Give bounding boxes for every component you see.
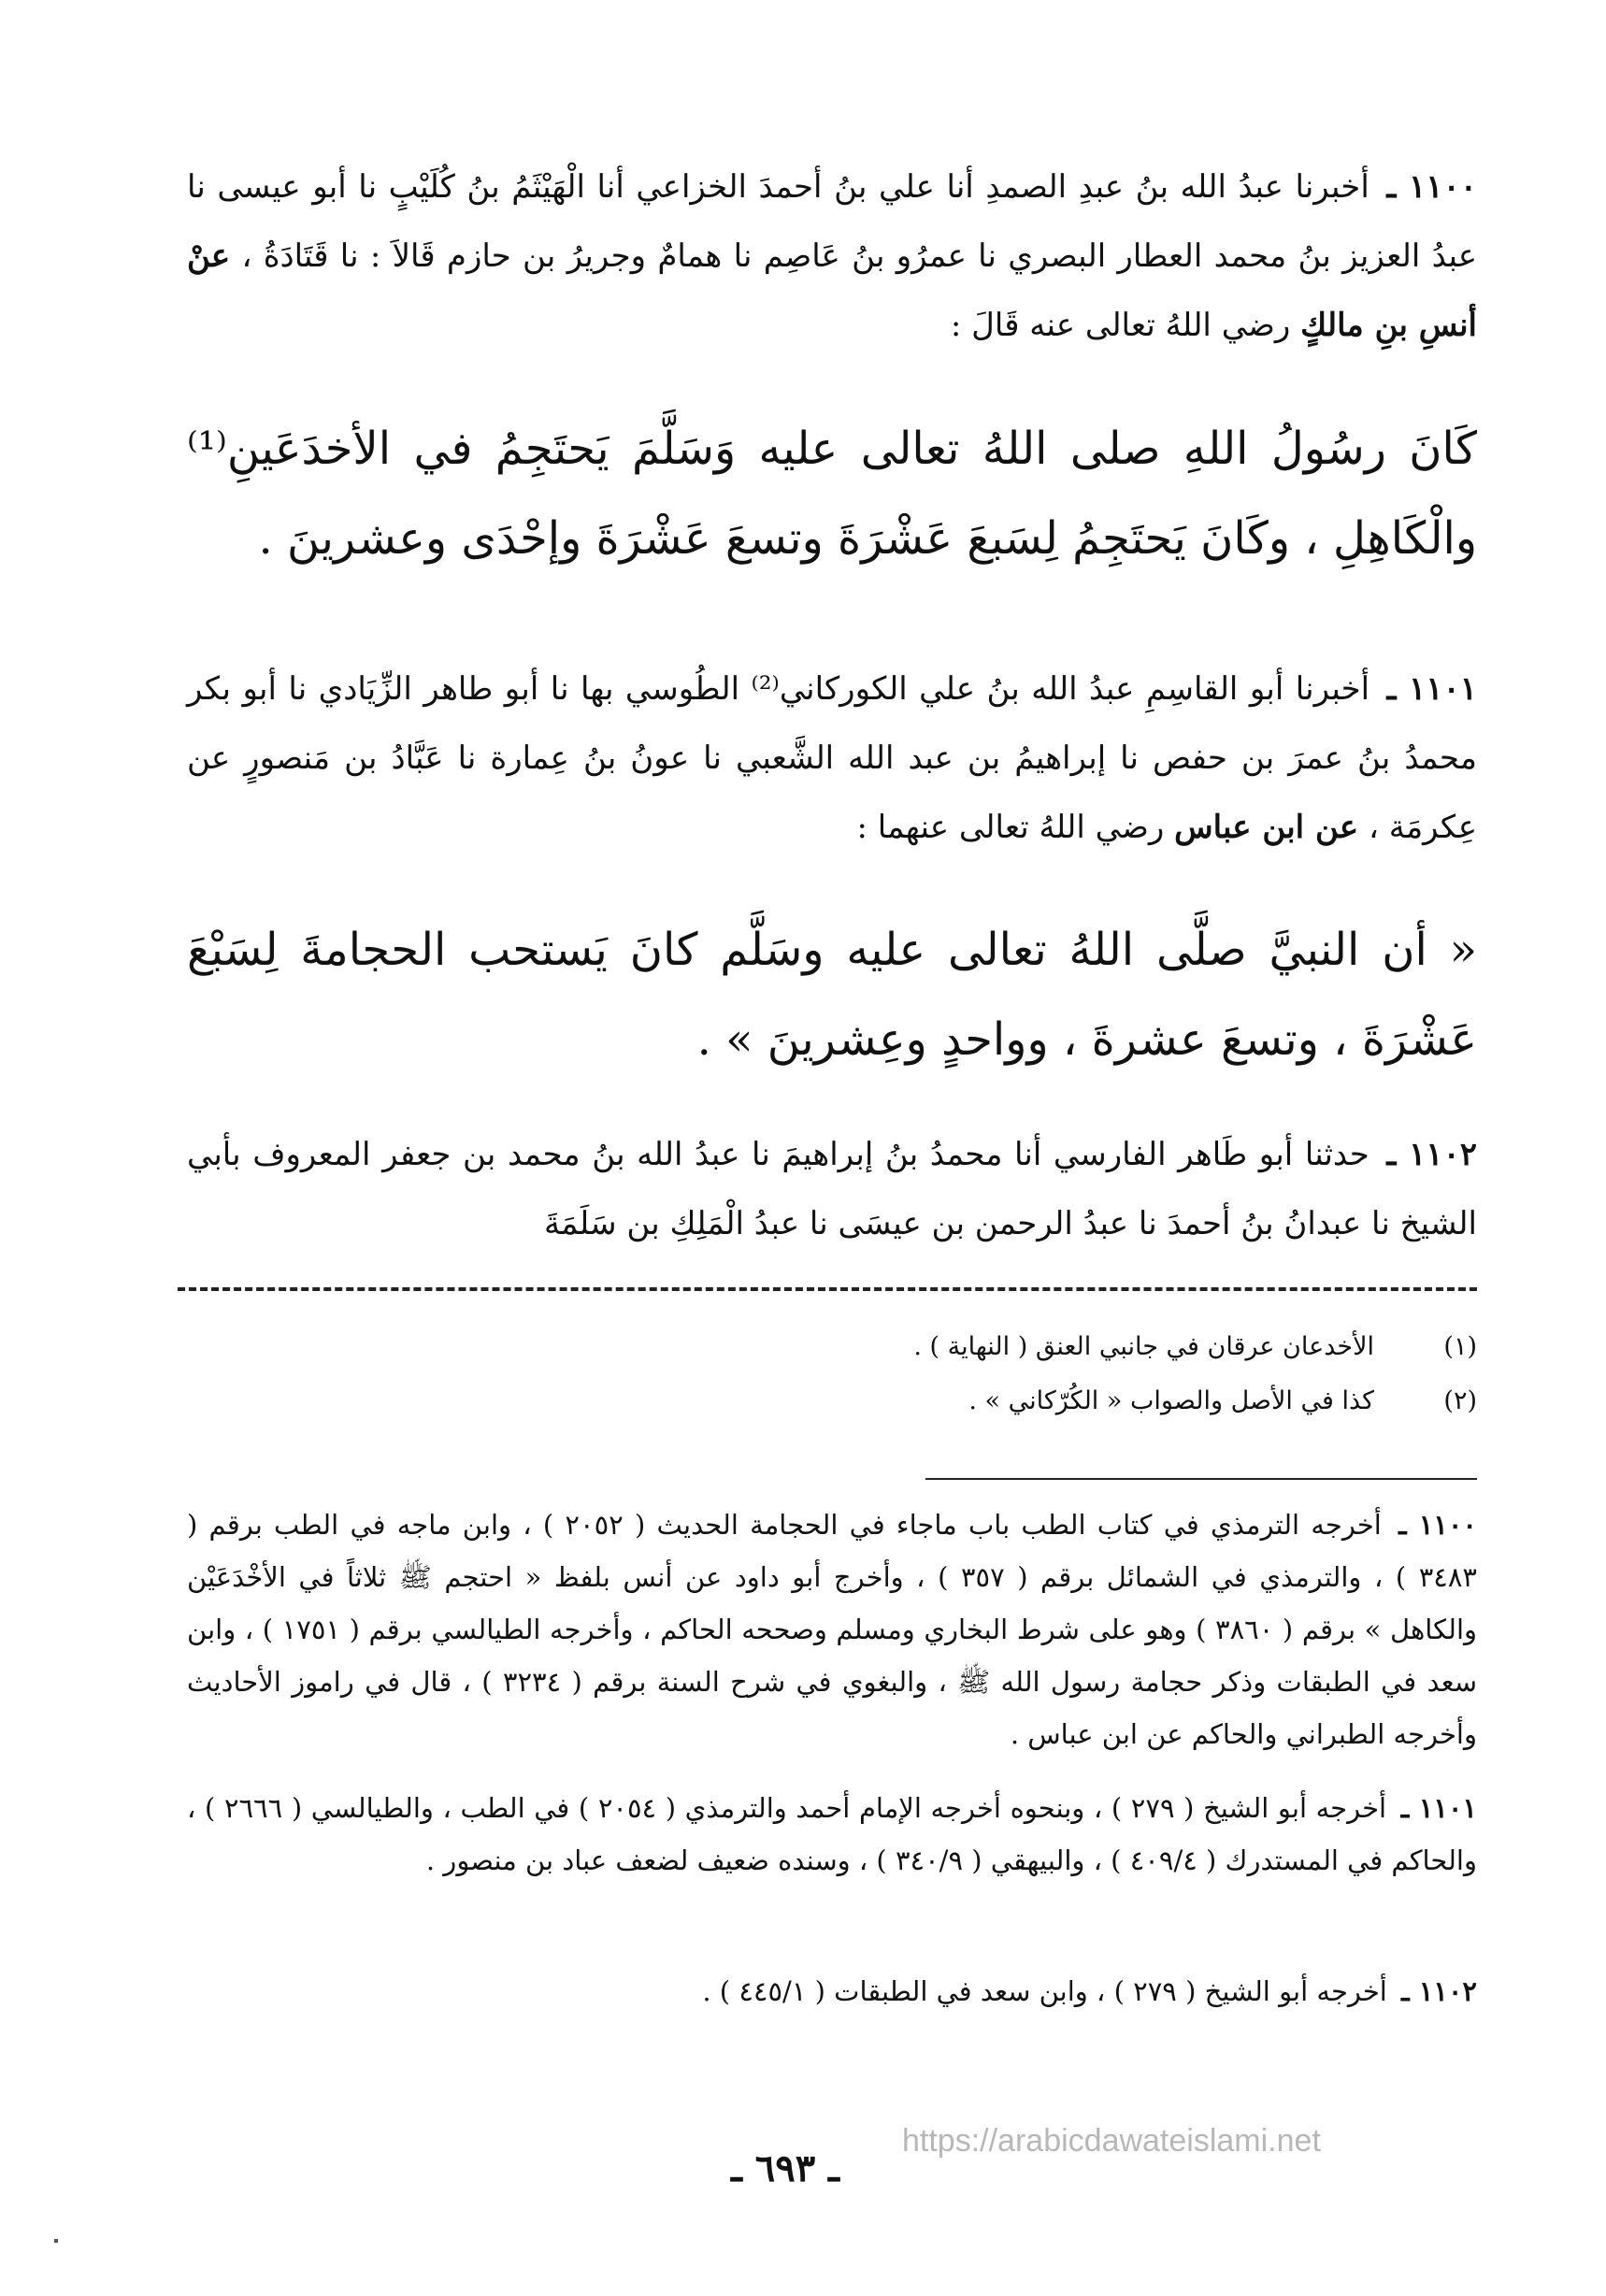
takhrij-divider: [925, 1478, 1477, 1480]
hadith-number: ١١٠٢ ـ: [1386, 1136, 1477, 1173]
footnote-text: كذا في الأصل والصواب « الكُرّكاني » .: [968, 1386, 1374, 1415]
takhrij-text: أخرجه أبو الشيخ ( ٢٧٩ ) ، وابن سعد في الطبقات ( ٤٤٥/١ ) .: [702, 1975, 1387, 2007]
footnote-divider: [178, 1287, 1477, 1291]
hadith-number: ١١٠٠ ـ: [1386, 168, 1477, 206]
takhrij-text: أخرجه أبو الشيخ ( ٢٧٩ ) ، وبنحوه أخرجه الإمام أحمد والترمذي ( ٢٠٥٤ ) في الطب ، والطيالسي ( ٢٦٦٦ ) ، والحاكم في المستدرك ( ٤٠٩/٤ ) ، والبيهقي ( ٣٤٠/٩ ) ، وسنده ضعيف لضعف عباد بن منصور .: [187, 1792, 1477, 1876]
hadith-1101-chain: [187, 654, 1477, 862]
takhrij-number: ١١٠٠ ـ: [1398, 1509, 1478, 1541]
hadith-1102-chain: [187, 1120, 1477, 1258]
takhrij-1101: [187, 1782, 1477, 1887]
companion-name: عن ابن عباس: [1174, 809, 1359, 846]
footnote-mark: (٢): [1443, 1386, 1477, 1415]
footnote-item: [187, 1320, 1477, 1374]
takhrij-1100: [187, 1499, 1477, 1760]
chain-text: أخبرنا عبدُ الله بنُ عبدِ الصمدِ أنا علي بنُ أحمدَ الخزاعي أنا الْهَيْثَمُ بنُ كُلَيْبٍ نا أبو عيسى نا عبدُ العزيز بنُ محمد العطار البصري نا عمرُو بنُ عَاصِم نا همامٌ وجريرُ بن حازم قَالاَ : نا قَتَادَةُ ،: [187, 168, 1477, 275]
chain-text: أخبرنا أبو القاسِمِ عبدُ الله بنُ علي الكوركاني⁽²⁾ الطُوسي بها نا أبو طاهر الزِّيَادي نا أبو بكر محمدُ بنُ عمرَ بن حفص نا إبراهيمُ بن عبد الله الشَّعبي نا عونُ بنُ عِمارة نا عَبَّادُ بن مَنصورٍ عن عِكرمَة ،: [187, 670, 1477, 846]
takhrij-text: أخرجه الترمذي في كتاب الطب باب ماجاء في الحجامة الحديث ( ٢٠٥٢ ) ، وابن ماجه في الطب برقم ( ٣٤٨٣ ) ، والترمذي في الشمائل برقم ( ٣٥٧ ) ، وأخرج أبو داود عن أنس بلفظ « احتجم ﷺ ثلاثاً في الأخْدَعَيْن والكاهل » برقم ( ٣٨٦٠ ) وهو على شرط البخاري ومسلم وصححه الحاكم ، وأخرجه الطيالسي برقم ( ١٧٥١ ) ، وابن سعد في الطبقات وذكر حجامة رسول الله ﷺ ، والبغوي في شرح السنة برقم ( ٣٢٣٤ ) ، قال في راموز الأحاديث وأخرجه الطبراني والحاكم عن ابن عباس .: [187, 1509, 1478, 1750]
takhrij-1102: [187, 1965, 1477, 2017]
watermark-url: https://arabicdawateislami.net: [902, 2123, 1321, 2159]
takhrij-number: ١١٠٢ ـ: [1401, 1975, 1477, 2007]
takhrij-number: ١١٠١ ـ: [1400, 1792, 1478, 1824]
footnotes: [187, 1320, 1477, 1428]
hadith-number: ١١٠١ ـ: [1386, 670, 1477, 708]
footnote-text: الأخدعان عرقان في جانبي العنق ( النهاية ) .: [913, 1332, 1374, 1361]
chain-text: حدثنا أبو طَاهر الفارسي أنا محمدُ بنُ إبراهيمَ نا عبدُ الله بنُ محمد بن جعفر المعروف بأبي الشيخ نا عبدانُ بنُ أحمدَ نا عبدُ الرحمن بن عيسَى نا عبدُ الْمَلِكِ بن سَلَمَةَ: [187, 1136, 1477, 1242]
scan-speck: [54, 2239, 58, 2243]
companion-name: عنْ أنسِ بنِ مالكٍ: [187, 237, 1477, 344]
footnote-item: [187, 1374, 1477, 1428]
hadith-1100-chain: [187, 152, 1477, 360]
hadith-1100-text: كَانَ رسُولُ اللهِ صلى اللهُ تعالى عليه وَسَلَّمَ يَحتَجِمُ في الأخدَعَينِ⁽¹⁾ والْكَاهِلِ ، وكَانَ يَحتَجِمُ لِسَبعَ عَشْرَةَ وتسعَ عَشْرَةَ وإحْدَى وعشرينَ .: [187, 423, 1477, 565]
chain-text: رضي اللهُ تعالى عنهما :: [856, 809, 1165, 846]
footnote-mark: (١): [1443, 1332, 1477, 1361]
hadith-1101-text: « أن النبيَّ صلَّى اللهُ تعالى عليه وسَلَّم كانَ يَستحب الحجامةَ لِسَبْعَ عَشْرَةَ ، وتسعَ عشرةَ ، وواحدٍ وعِشرينَ » .: [187, 924, 1477, 1066]
page-number: ـ ٦٩٣ ـ: [731, 2146, 839, 2190]
chain-text: رضي اللهُ تعالى عنه قَالَ :: [950, 307, 1291, 344]
